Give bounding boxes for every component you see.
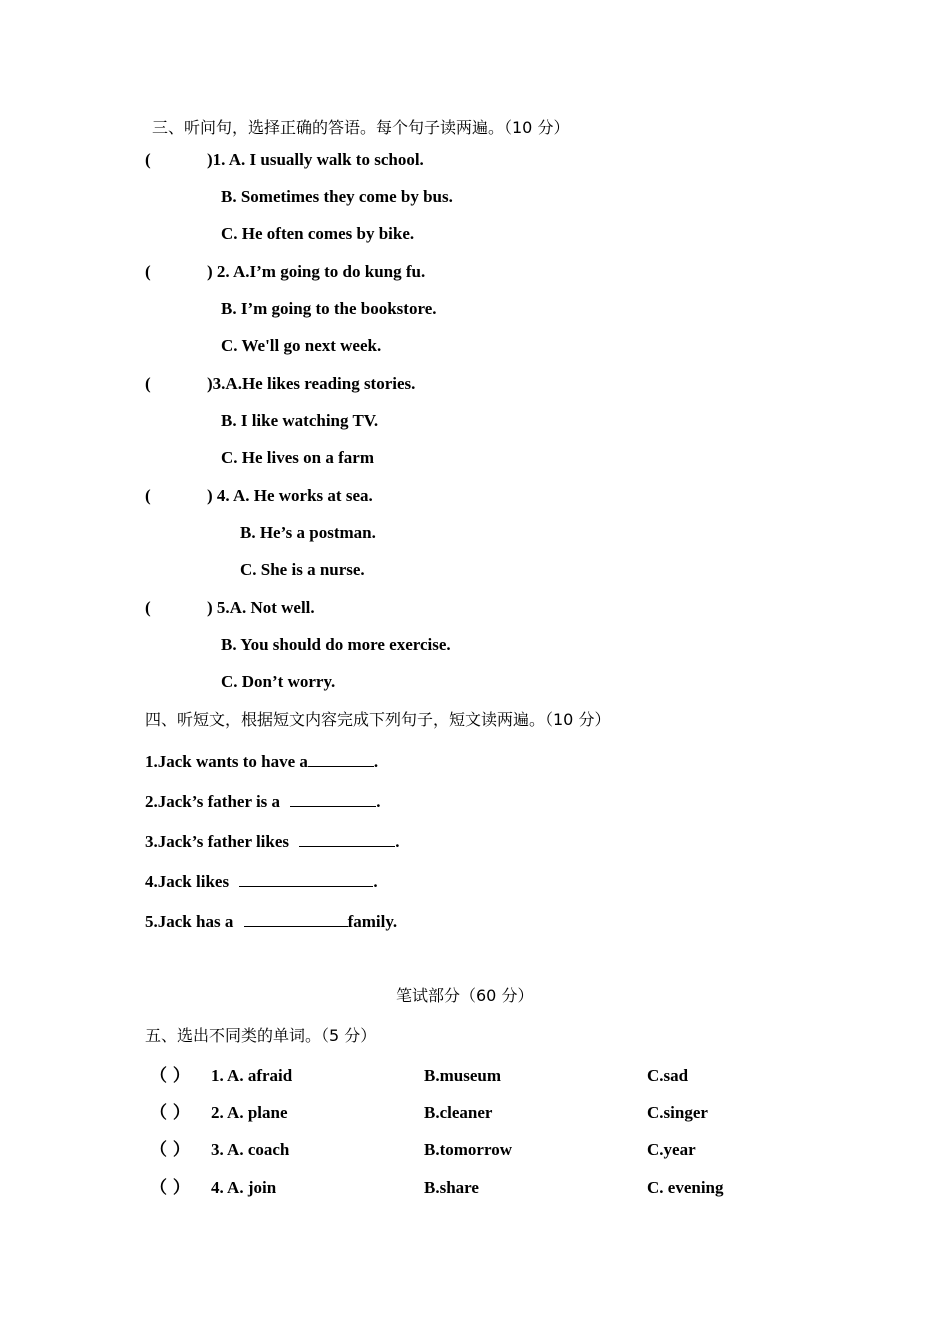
answer-paren[interactable]: （ ）: [150, 1103, 190, 1123]
fill-blank[interactable]: [308, 750, 374, 767]
answer-paren[interactable]: (: [145, 486, 151, 505]
fill-item-4: 4.Jack likes .: [145, 872, 378, 891]
fill-item-3: 3.Jack’s father likes .: [145, 832, 400, 851]
question-2-c: C. We'll go next week.: [221, 336, 382, 355]
fill-blank[interactable]: [290, 790, 376, 807]
question-4-a: ( ) 4. A. He works at sea.: [145, 486, 373, 505]
question-5-c: C. Don’t worry.: [221, 672, 336, 691]
fill-item-1: 1.Jack wants to have a .: [145, 752, 379, 771]
question-1-b: B. Sometimes they come by bus.: [221, 187, 453, 206]
question-3-b: B. I like watching TV.: [221, 411, 379, 430]
fill-blank[interactable]: [239, 870, 373, 887]
answer-paren[interactable]: （ ）: [150, 1066, 190, 1086]
row-2-option-c: C.singer: [647, 1103, 708, 1122]
row-3-option-b: B.tomorrow: [424, 1140, 512, 1159]
answer-paren[interactable]: (: [145, 598, 151, 617]
row-1-option-a: 1. A. afraid: [211, 1066, 293, 1085]
row-4-option-a: 4. A. join: [211, 1178, 277, 1197]
question-3-a: ( )3.A.He likes reading stories.: [145, 374, 416, 393]
fill-blank[interactable]: [244, 910, 348, 927]
fill-item-5: 5.Jack has a family.: [145, 912, 398, 931]
row-4-option-b: B.share: [424, 1178, 479, 1197]
question-4-c: C. She is a nurse.: [240, 560, 365, 579]
question-2-a: ( ) 2. A.I’m going to do kung fu.: [145, 262, 426, 281]
fill-item-2: 2.Jack’s father is a .: [145, 792, 381, 811]
answer-paren[interactable]: (: [145, 262, 151, 281]
answer-paren[interactable]: (: [145, 374, 151, 393]
question-1-c: C. He often comes by bike.: [221, 224, 415, 243]
answer-paren[interactable]: （ ）: [150, 1178, 190, 1198]
question-3-c: C. He lives on a farm: [221, 448, 374, 467]
row-3-option-c: C.year: [647, 1140, 696, 1159]
question-5-b: B. You should do more exercise.: [221, 635, 451, 654]
fill-blank[interactable]: [299, 830, 395, 847]
row-1-option-b: B.museum: [424, 1066, 501, 1085]
row-1-option-c: C.sad: [647, 1066, 689, 1085]
section4-title: 四、听短文，根据短文内容完成下列句子，短文读两遍。（10 分）: [145, 710, 611, 729]
question-1-a: ( )1. A. I usually walk to school.: [145, 150, 424, 169]
section3-title: 三、听问句，选择正确的答语。每个句子读两遍。（10 分）: [152, 118, 570, 137]
question-4-b: B. He’s a postman.: [240, 523, 376, 542]
row-2-option-a: 2. A. plane: [211, 1103, 288, 1122]
row-3-option-a: 3. A. coach: [211, 1140, 290, 1159]
answer-paren[interactable]: （ ）: [150, 1140, 190, 1160]
answer-paren[interactable]: (: [145, 150, 151, 169]
section5-title: 五、选出不同类的单词。（5 分）: [145, 1026, 377, 1045]
written-section-title: 笔试部分（60 分）: [396, 986, 534, 1005]
question-5-a: ( ) 5.A. Not well.: [145, 598, 315, 617]
row-2-option-b: B.cleaner: [424, 1103, 493, 1122]
question-2-b: B. I’m going to the bookstore.: [221, 299, 437, 318]
row-4-option-c: C. evening: [647, 1178, 724, 1197]
